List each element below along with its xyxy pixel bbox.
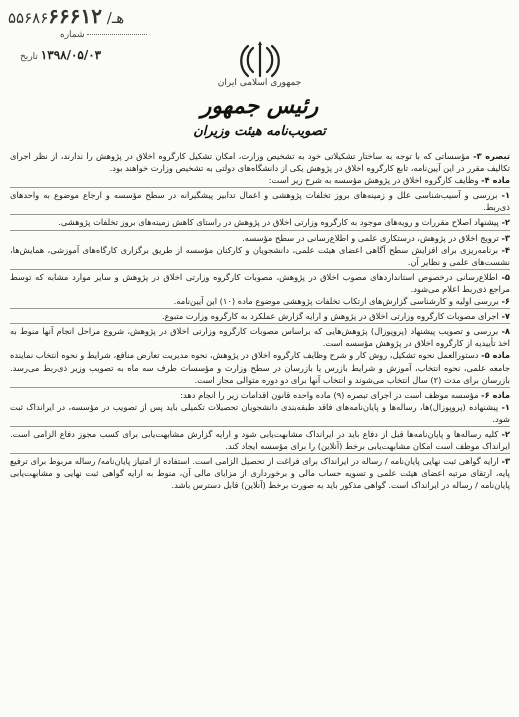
letter-number-big: ۶۶۶۱۲ [48,4,103,28]
divider [10,308,510,309]
letter-number [8,4,124,28]
paragraph: ماده ۴- وظایف کارگروه اخلاق در پژوهش مؤسسه به شرح زیر است: [268,175,510,186]
divider [10,426,510,427]
paragraph: ماده ۵- دستورالعمل نحوه تشکیل، روش کار و شرح وظایف کارگروه اخلاق در پژوهش، نحوه مدیریت تعارض منافع، شرایط و نحوه انتخاب نماینده جامعه علمی، نحوه انتخاب، آموزش و شرایط بازرس یا بازرسان در سطح وزارت و مؤسسات طرف سه ماه به تصویب وزیر ذی‌ربط می‌رسد. بازرسان برای مدت (۲) سال انتخاب می‌شوند و انتخاب آنها برای دو دوره متوالی مجاز است. [10,350,510,385]
paragraph: ۱- پیشنهاده (پروپوزال)ها، رساله‌ها و پایان‌نامه‌های فاقد طبقه‌بندی دانشجویان تحصیلات تکمیلی باید پس از تصویب در مؤسسه، در ایرانداک ثبت شود. [10,401,510,424]
paragraph: ۲- کلیه رساله‌ها و پایان‌نامه‌ها قبل از دفاع باید در ایرانداک مشابهت‌یابی شود و ارایه گزارش مشابهت‌یابی برای کسب مجوز دفاع الزامی است. ایرانداک موظف است امکان مشابهت‌یابی برخط (آنلاین) را برای مؤسسه ایجاد کند. [10,428,510,452]
paragraph: ۲- پیشنهاد اصلاح مقررات و رویه‌های موجود به کارگروه وزارتی اخلاق در پژوهش در راستای کاهش زمینه‌های بروز تخلفات پژوهشی. [58,217,510,228]
number-dots [87,34,147,35]
divider [10,230,510,231]
divider [10,214,510,215]
divider [10,453,510,454]
paragraph: ۷- اجرای مصوبات کارگروه وزارتی اخلاق در پژوهش و ارایه گزارش عملکرد به کارگروه وزارت متبوع. [161,311,510,322]
paragraph: ۴- برنامه‌ریزی برای افزایش سطح آگاهی اعضای هیئت علمی، دانشجویان و کارکنان مؤسسه از طریق برگزاری کارگاه‌های آموزشی، همایش‌ها، نشست‌های علمی و نظایر آن. [10,244,510,267]
paragraph: تبصره ۳- مؤسساتی که با توجه به ساختار تشکیلاتی خود به تشخیص وزارت، امکان تشکیل کارگروه اخلاق در پژوهش را ندارند، از نظر اجرای تکالیف مقرر در این آیین‌نامه، تابع کارگروه اخلاق در پژوهش یکی از دانشگاه‌های دولتی به تشخیص وزارت خواهند بود. [10,151,511,174]
divider [10,387,510,388]
divider [10,187,510,188]
paragraph: ماده ۶- مؤسسه موظف است در اجرای تبصره (۹) ماده واحده قانون اقدامات زیر را انجام دهد: [180,389,510,400]
country-caption: جمهوری اسلامی ایران [217,78,302,88]
divider [10,323,510,324]
document-body [10,150,510,491]
paragraph: ۳- ترویج اخلاق در پژوهش، درستکاری علمی و اطلاع‌رسانی در سطح مؤسسه. [242,232,510,243]
paragraph: ۳- ارایه گواهی ثبت نهایی پایان‌نامه / رساله در ایرانداک برای فراغت از تحصیل الزامی است. استفاده از امتیاز پایان‌نامه/ رساله مربوط برای ترفیع پایه، ارتقای مرتبه اعضای هیئت علمی و تسویه حساب مالی و برخورداری از مزایای مالی آن، منوط به ارایه گواهی ثبت نهایی و مشابهت‌یابی پایان‌نامه / رساله در ایرانداک است. گواهی مذکور باید به صورت برخط (آنلاین) قابل دسترس باشد. [10,456,511,491]
number-line [60,30,147,40]
paragraph: ۸- بررسی و تصویب پیشنهاد (پروپوزال) پژوهش‌هایی که براساس مصوبات کارگروه وزارتی اخلاق در پژوهش، شروع مراحل انجام آنها منوط به اخذ تأییدیه از کارگروه اخلاق در پژوهش مؤسسه است. [10,326,510,349]
date-line [20,48,101,62]
paragraph: ۱- بررسی و آسیب‌شناسی علل و زمینه‌های بروز تخلفات پژوهشی و اعمال تدابیر پیشگیرانه در سطح مؤسسه و ارجاع موضوع به واحدهای ذی‌ربط. [10,190,511,213]
letter-number-small: ۵۵۶۸۶هـ/ [8,9,125,27]
date-value: ۱۳۹۸/۰۵/۰۳ [40,48,102,62]
number-label: شماره [60,30,85,40]
paragraph: ۵- اطلاع‌رسانی درخصوص استانداردهای مصوب اخلاق در پژوهش، مصوبات کارگروه وزارتی اخلاق در پژوهش و سایر موارد مشابه که توسط مراجع ذی‌ربط اعلام می‌شود. [10,271,510,294]
cabinet-subtitle: تصویب‌نامه هیئت وزیران [193,124,326,139]
president-title: رئیس جمهور [200,93,319,119]
paragraph: ۶- بررسی اولیه و کارشناسی گزارش‌های ارتکاب تخلفات پژوهشی موضوع ماده (۱۰) این آیین‌نامه. [173,296,510,307]
iran-emblem-icon [238,38,282,80]
divider [10,269,510,270]
date-label: تاریخ [20,52,38,62]
